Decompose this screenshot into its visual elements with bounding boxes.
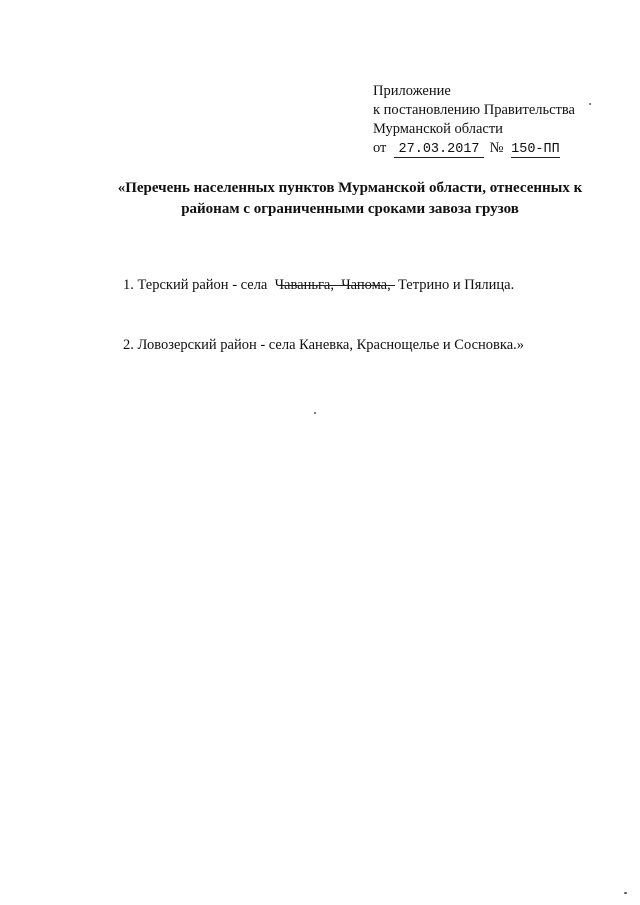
scan-speck [589, 103, 591, 105]
scan-speck [314, 412, 316, 414]
list-item: 2. Ловозерский район - села Каневка, Краснощелье и Сосновка.» [123, 337, 525, 353]
number-sign: № [489, 140, 504, 156]
appendix-reference-line [373, 139, 575, 158]
appendix-label: Приложение [373, 83, 451, 99]
document-title [60, 178, 640, 220]
closing-separator-line [278, 285, 395, 286]
settlements-list [123, 235, 524, 395]
list-item: 1. Терский район - села Чаваньга, Чапома, Тетрино и Пялица. [123, 277, 515, 293]
scan-speck [624, 892, 627, 894]
title-line-1: «Перечень населенных пунктов Мурманской области, отнесенных к [117, 180, 583, 196]
decree-number: 150-ПП [511, 142, 560, 157]
appendix-header [373, 82, 575, 158]
appendix-region-line: Мурманской области [373, 121, 503, 137]
from-label: от [373, 140, 387, 156]
title-line-2: районам с ограниченными сроками завоза грузов [181, 201, 519, 217]
appendix-decree-line: к постановлению Правительства [373, 102, 575, 118]
decree-date: 27.03.2017 [394, 143, 484, 158]
